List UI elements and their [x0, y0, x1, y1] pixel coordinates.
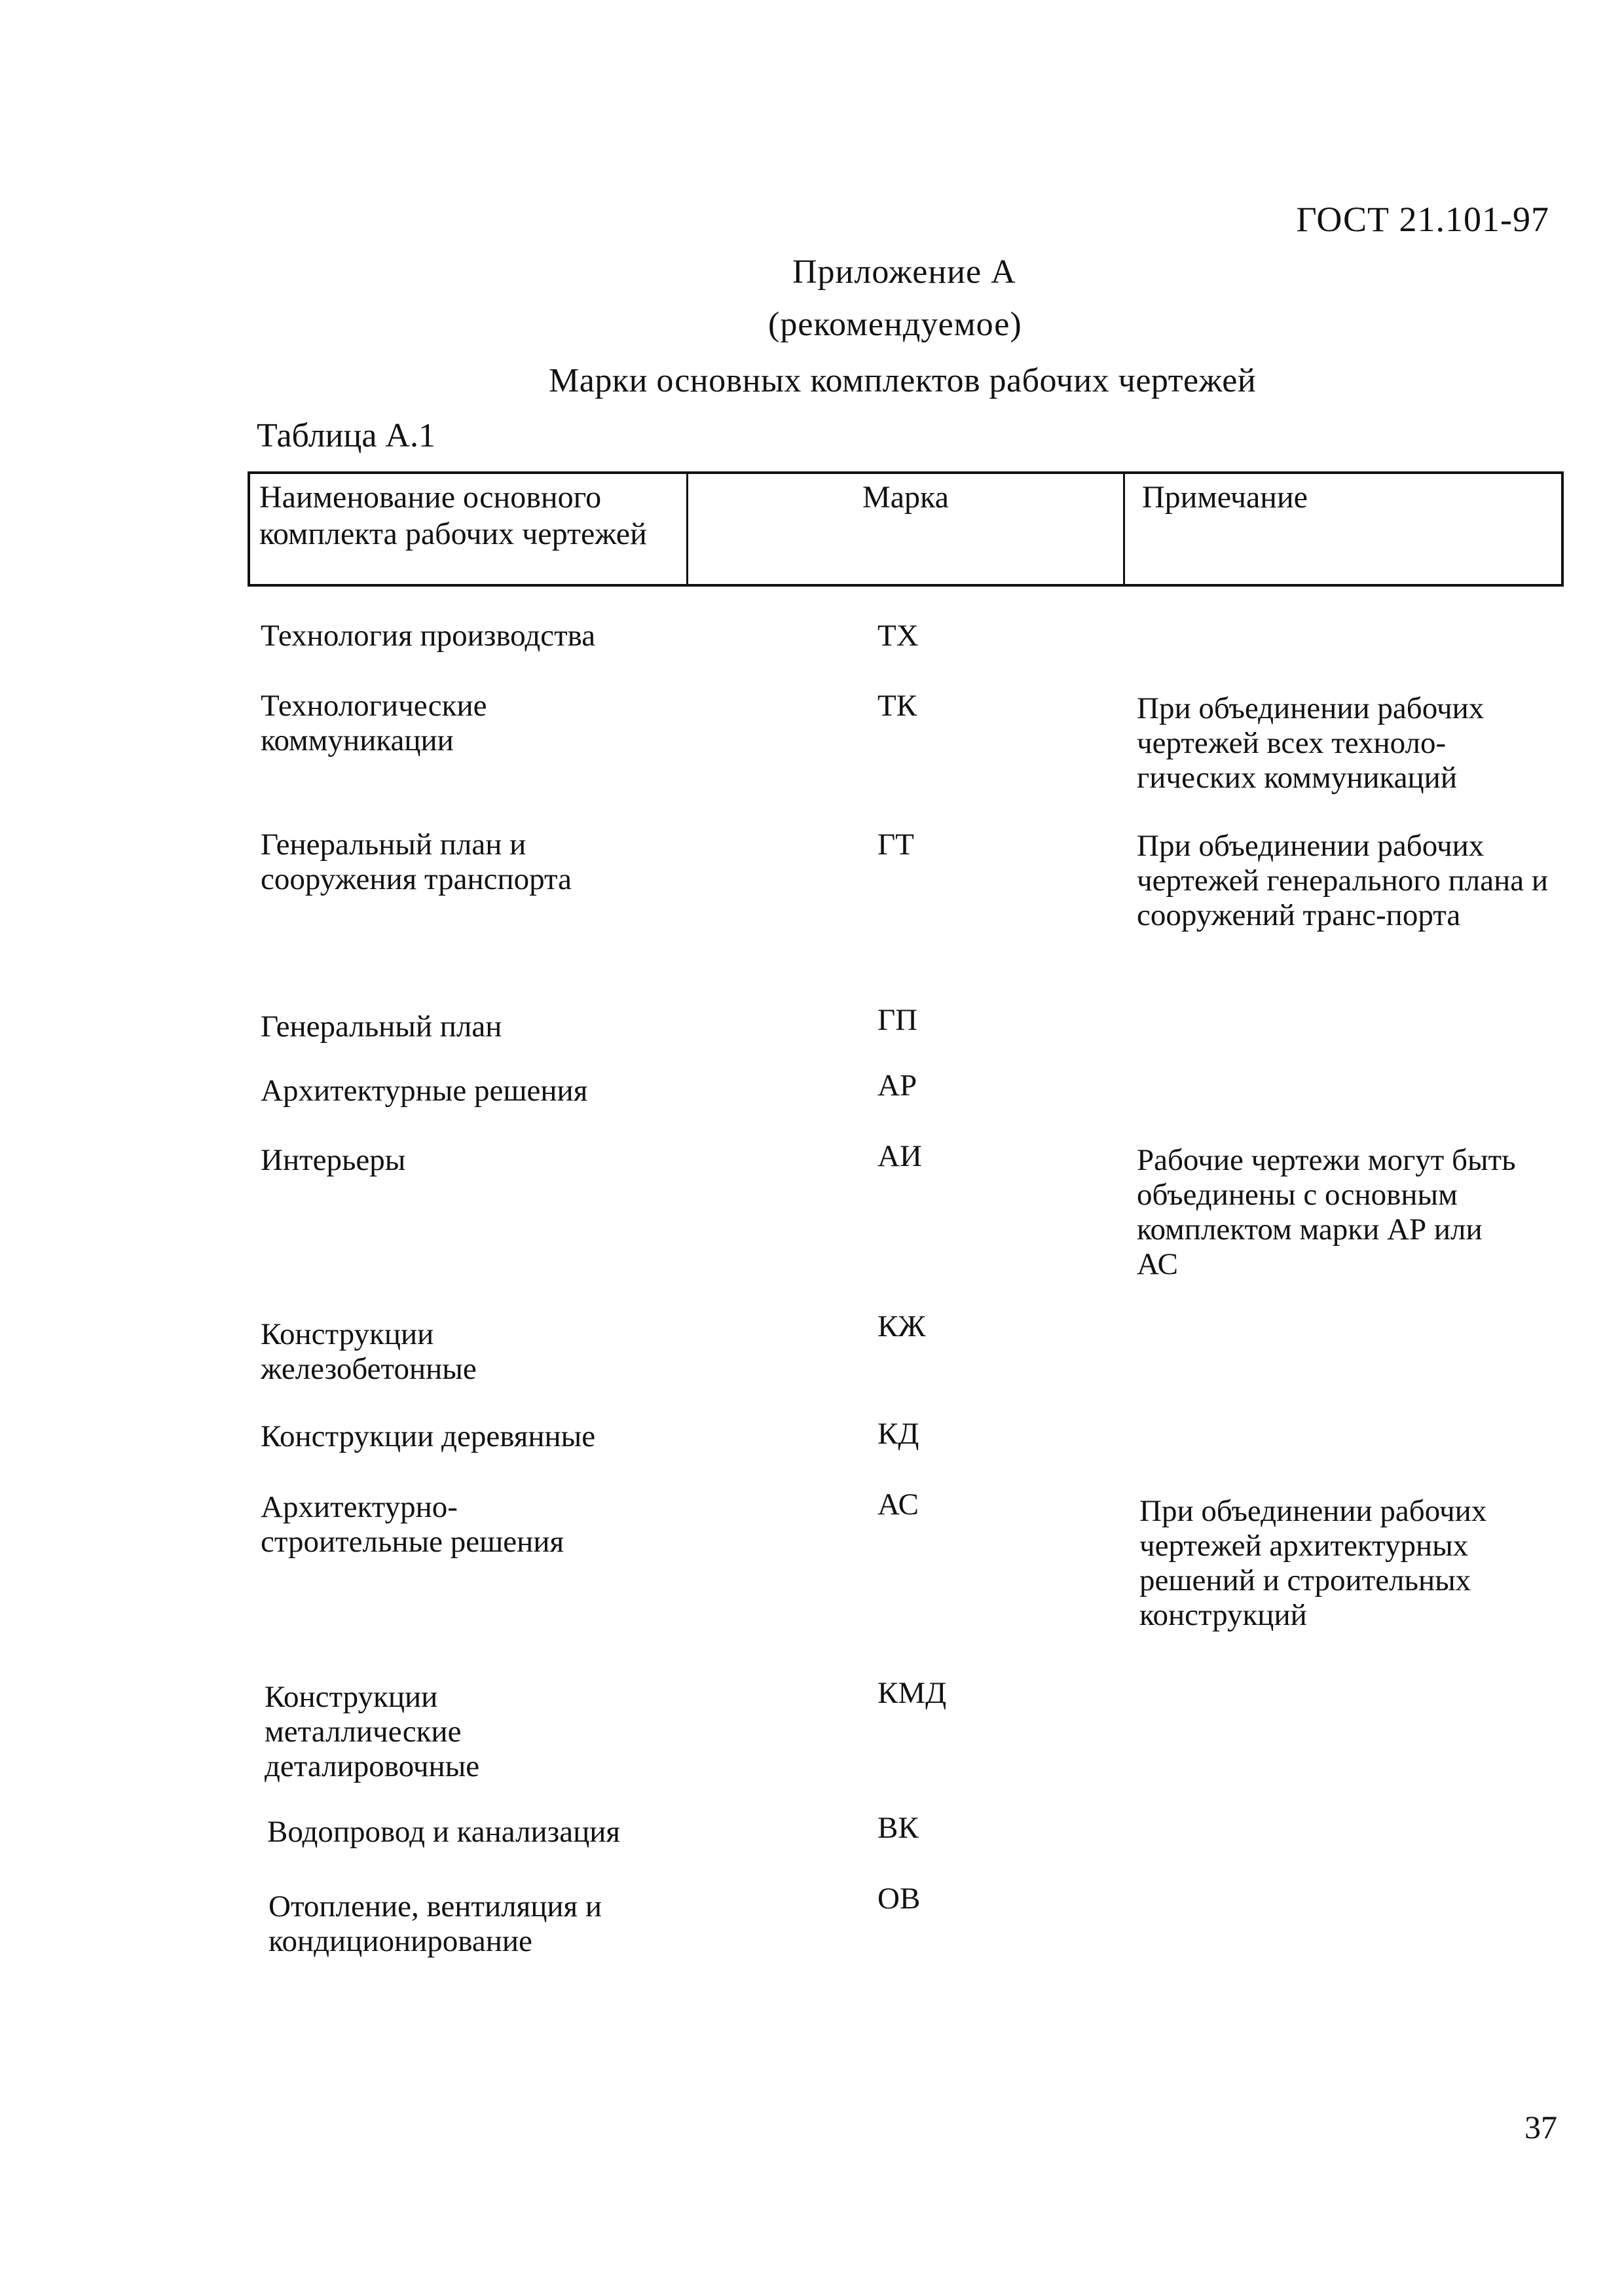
page-number: 37	[1524, 2109, 1557, 2145]
row-mark: КМД	[877, 1676, 947, 1710]
row-mark: ГТ	[877, 828, 914, 862]
row-name: Конструкции железобетонные	[261, 1317, 477, 1386]
row-mark: ВК	[877, 1811, 919, 1845]
appendix-title: Приложение А	[792, 253, 1016, 291]
column-header-mark-text: Марка	[862, 480, 949, 515]
row-name: Отопление, вентиляция и кондиционирование	[268, 1889, 602, 1958]
appendix-status: (рекомендуемое)	[768, 306, 1022, 343]
row-mark: КД	[877, 1417, 919, 1451]
row-mark: АС	[877, 1487, 919, 1522]
row-name: Технология производства	[261, 619, 596, 653]
row-name: Конструкции металлические деталировочные	[265, 1680, 480, 1783]
document-title: Марки основных комплектов рабочих чертежей	[549, 362, 1257, 399]
row-note: При объединении рабочих чертежей всех техноло-гических коммуникаций	[1137, 691, 1485, 795]
row-mark: ТХ	[877, 619, 919, 653]
column-header-name-text: Наименование основного комплекта рабочих чертежей	[259, 480, 647, 551]
row-name: Технологические коммуникации	[261, 689, 487, 757]
row-mark: ОВ	[877, 1882, 921, 1916]
row-name: Генеральный план	[261, 1010, 502, 1044]
column-header-note	[1125, 474, 1561, 584]
row-note: Рабочие чертежи могут быть объединены с основным комплектом марки АР или АС	[1137, 1143, 1516, 1281]
row-mark: ТК	[877, 689, 917, 723]
row-mark: КЖ	[877, 1309, 926, 1343]
column-header-mark	[686, 474, 1125, 584]
row-name: Архитектурные решения	[261, 1074, 588, 1108]
row-mark: ГП	[877, 1003, 918, 1037]
row-note: При объединении рабочих чертежей генерального плана и сооружений транс-порта	[1137, 829, 1548, 932]
table-header	[248, 471, 1564, 587]
table-caption: Таблица А.1	[257, 417, 435, 454]
row-name: Конструкции деревянные	[261, 1419, 596, 1453]
column-header-note-text: Примечание	[1142, 480, 1308, 515]
row-name: Архитектурно-строительные решения	[261, 1490, 564, 1559]
row-mark: АР	[877, 1068, 917, 1102]
row-name: Водопровод и канализация	[267, 1815, 621, 1849]
row-note: При объединении рабочих чертежей архитектурных решений и строительных конструкций	[1139, 1494, 1487, 1632]
row-mark: АИ	[877, 1139, 922, 1173]
row-name: Интерьеры	[261, 1143, 406, 1177]
row-name: Генеральный план и сооружения транспорта	[261, 828, 572, 896]
column-header-name	[250, 474, 686, 584]
standard-designation: ГОСТ 21.101-97	[1296, 200, 1549, 239]
